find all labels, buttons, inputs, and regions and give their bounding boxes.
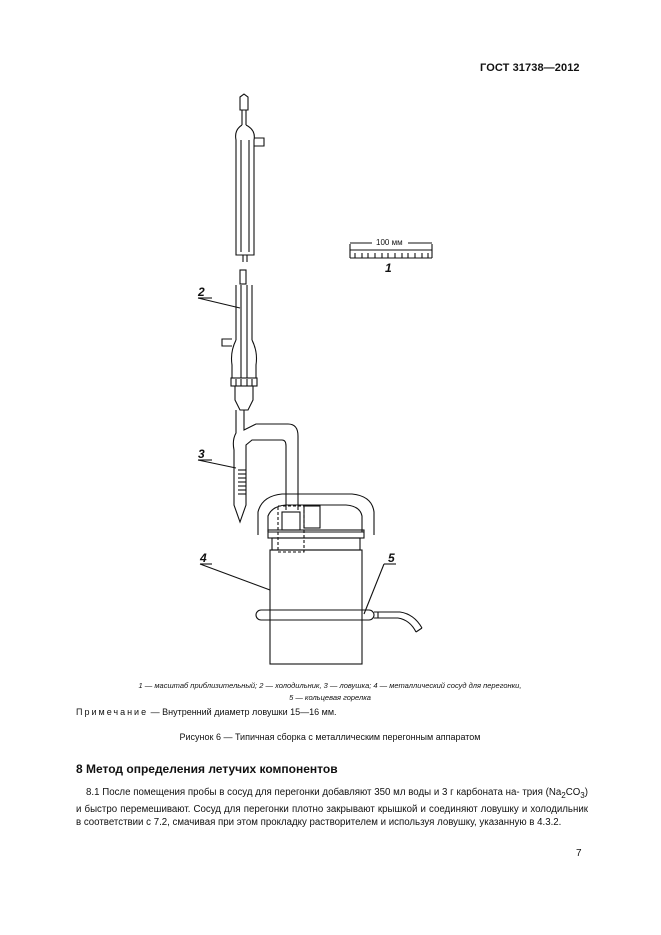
scale-bar-label: 100 мм (376, 238, 403, 247)
legend-text-1: — масштаб приблизительный; (142, 681, 260, 690)
note-text: — Внутренний диаметр ловушки 15—16 мм. (148, 707, 337, 717)
legend-text-2: — холодильник, (263, 681, 324, 690)
label-1: 1 (385, 261, 392, 275)
legend-num-2: 2 (259, 681, 264, 690)
ring-burner (256, 610, 422, 632)
para-line-4: ловушку, указанную в 4.3.2. (437, 817, 562, 829)
page-number: 7 (576, 848, 582, 859)
leader-2 (198, 298, 240, 308)
para-line-2b: CO (565, 787, 581, 798)
label-2: 2 (198, 285, 205, 299)
legend-num-4: 4 (373, 681, 378, 690)
figure-legend (60, 680, 600, 704)
subscript-2: 2 (561, 790, 566, 800)
para-line-1: 8.1 После помещения пробы в сосуд для перегонки добавляют 350 мл воды и 3 г карбоната на- (86, 787, 520, 798)
legend-text-4: — металлический сосуд для перегонки, (377, 681, 522, 690)
condenser-lower (222, 270, 257, 410)
note-label: Примечание (76, 707, 149, 717)
figure-note (76, 707, 337, 717)
label-5: 5 (388, 551, 395, 565)
para-line-2c: ) и быстро перемешивают. Сосуд для перегонки плотно закрывают крышкой и соединяют (76, 787, 588, 815)
label-4: 4 (200, 551, 207, 565)
standard-number: ГОСТ 31738—2012 (480, 62, 580, 74)
legend-text-5: — кольцевая горелка (293, 693, 371, 702)
legend-num-1: 1 (138, 681, 143, 690)
para-line-3: ловушку и холодильник в соответствии с 7.2, смачивая при этом прокладку растворителем и используя (76, 803, 588, 829)
para-line-2a: трия (Na (522, 787, 562, 798)
metal-vessel (258, 494, 374, 664)
leader-5 (364, 564, 384, 614)
legend-text-3: — ловушка; (327, 681, 374, 690)
legend-num-5: 5 (289, 693, 294, 702)
section-heading: 8 Метод определения летучих компонентов (76, 762, 338, 776)
subscript-3: 3 (580, 790, 585, 800)
figure-caption: Рисунок 6 — Типичная сборка с металлическим перегонным аппаратом (179, 732, 481, 742)
scale-bar (350, 238, 432, 258)
leader-3 (198, 460, 236, 468)
condenser-upper (236, 94, 264, 262)
legend-num-3: 3 (323, 681, 328, 690)
paragraph-8-1 (76, 786, 588, 830)
label-3: 3 (198, 447, 205, 461)
leader-4 (200, 564, 270, 590)
